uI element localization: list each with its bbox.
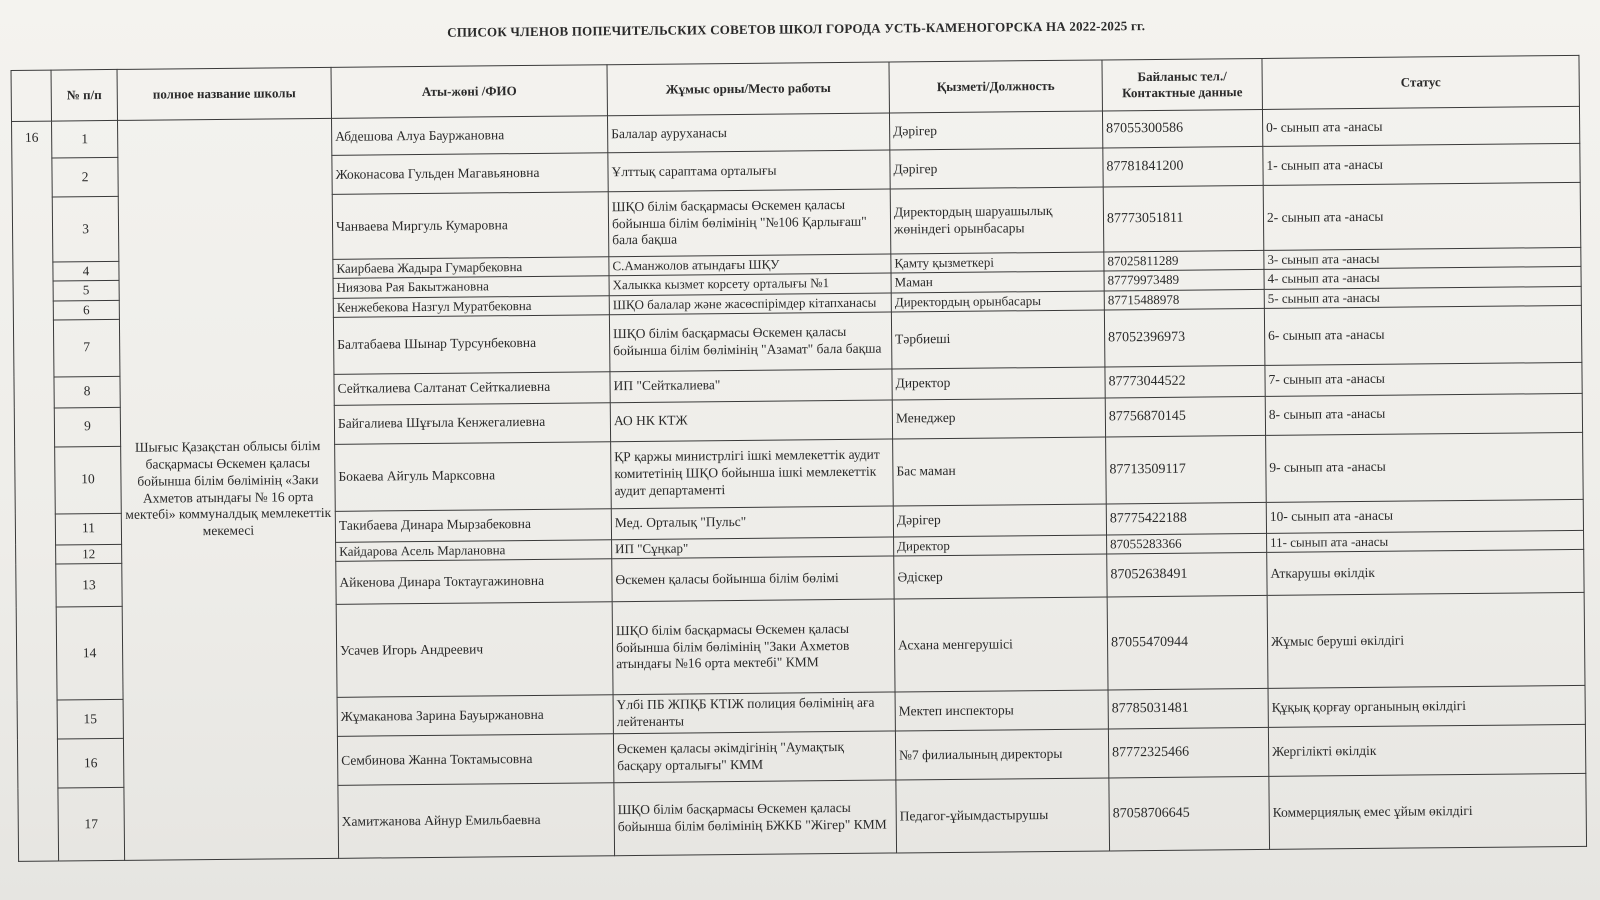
member-workplace: С.Аманжолов атындағы ШҚУ — [609, 254, 891, 276]
member-workplace: ШҚО білім басқармасы Өскемен қаласы бойынша білім бөлімінің "Азамат" бала бақша — [609, 312, 892, 372]
member-status: 5- сынып ата -анасы — [1264, 286, 1581, 308]
row-index: 7 — [53, 319, 120, 377]
member-name: Жоконасова Гульден Магавьяновна — [332, 153, 608, 195]
member-status: Құқық қорғау органының өкілдігі — [1268, 685, 1585, 727]
member-status: 6- сынып ата -анасы — [1264, 305, 1582, 365]
member-name: Ниязова Рая Бакытжановна — [333, 276, 609, 298]
member-status: 4- сынып ата -анасы — [1264, 267, 1581, 289]
school-name-cell: Шығыс Қазақстан облысы білім басқармасы Өскемен қаласы бойынша білім бөлімінің «Заки Ахметов атындағы № 16 орта мектебі» коммуналдық мемлекеттік мекемесі — [118, 118, 339, 860]
member-phone: 87773051811 — [1103, 185, 1264, 252]
member-name: Кенжебекова Назгул Муратбековна — [333, 295, 609, 317]
row-index: 4 — [53, 261, 119, 281]
member-workplace: Халыкка кызмет корсету орталығы №1 — [609, 273, 891, 295]
member-workplace: ИП "Сейткалиева" — [610, 369, 892, 403]
row-index: 1 — [52, 120, 118, 158]
member-phone: 87779973489 — [1104, 270, 1264, 291]
member-name: Байгалиева Шұғыла Кенжегалиевна — [334, 402, 610, 444]
member-position: Дәрігер — [889, 111, 1102, 150]
member-status: 1- сынып ата -анасы — [1263, 143, 1580, 185]
member-status: 10- сынып ата -анасы — [1266, 499, 1583, 533]
member-phone: 87055283366 — [1107, 533, 1267, 554]
member-name: Жұмаканова Зарина Бауыржановна — [337, 695, 613, 737]
member-position: Дәрігер — [890, 148, 1103, 189]
member-status: Аткарушы өкілдік — [1267, 549, 1584, 595]
member-name: Бокаева Айгуль Марксовна — [335, 441, 612, 511]
member-position: Тәрбиеші — [891, 310, 1105, 369]
row-index: 12 — [56, 544, 122, 564]
header-position: Қызметі/Должность — [889, 60, 1102, 113]
member-status: 11- сынып ата -анасы — [1267, 530, 1584, 552]
row-index: 2 — [52, 157, 118, 197]
member-name: Хамитжанова Айнур Емильбаевна — [338, 783, 615, 859]
row-index: 5 — [53, 281, 119, 301]
member-status: Жергілікті өкілдік — [1268, 724, 1585, 776]
member-workplace: ИП "Сұңкар" — [612, 537, 894, 559]
member-workplace: Мед. Орталық "Пульс" — [611, 506, 893, 540]
member-phone: 87025811289 — [1104, 250, 1264, 271]
row-index: 9 — [54, 407, 120, 447]
member-status: 2- сынып ата -анасы — [1263, 182, 1581, 250]
member-phone: 87756870145 — [1105, 396, 1265, 437]
row-index: 6 — [53, 300, 119, 320]
member-name: Сейткалиева Салтанат Сейткалиевна — [334, 371, 610, 405]
member-workplace: ШҚО білім басқармасы Өскемен қаласы бойынша білім бөлімінің "№106 Қарлығаш" бала бақша — [608, 189, 891, 257]
member-status: 0- сынып ата -анасы — [1262, 106, 1579, 146]
member-status: Жұмыс беруші өкілдігі — [1267, 592, 1585, 688]
member-phone: 87715488978 — [1104, 289, 1264, 310]
member-workplace: ҚР қаржы министрлігі ішкі мемлекеттік аудит комитетінің ШҚО бойынша ішкі мемлекеттік аудит департаменті — [611, 439, 894, 509]
member-name: Балтабаева Шынар Турсунбековна — [333, 314, 610, 374]
row-index: 17 — [58, 787, 125, 861]
member-phone: 87775422188 — [1106, 502, 1266, 535]
member-workplace: Өскемен қаласы бойынша білім бөлімі — [612, 556, 894, 602]
member-name: Айкенова Динара Токтаугажиновна — [336, 559, 612, 605]
member-phone: 87785031481 — [1108, 688, 1268, 729]
member-position: Асхана менгерушісі — [894, 597, 1108, 692]
header-contacts: Байланыс тел./Контактные данные — [1102, 58, 1262, 111]
member-workplace: Ұлттық сараптама орталығы — [608, 150, 890, 192]
member-workplace: ШҚО білім басқармасы Өскемен қаласы бойынша білім бөлімінің БЖКБ "Жігер" КММ — [614, 780, 897, 856]
member-phone: 87058706645 — [1109, 776, 1270, 851]
document-sheet — [6, 1, 1594, 892]
row-index: 16 — [57, 738, 123, 788]
member-name: Сембинова Жанна Токтамысовна — [337, 734, 613, 786]
member-name: Каирбаева Жадыра Гумарбековна — [333, 257, 609, 279]
member-name: Кайдарова Асель Марлановна — [336, 539, 612, 561]
members-table — [11, 55, 1588, 862]
member-position: Директордың шаруашылық жөніндегі орынбасары — [890, 187, 1104, 254]
member-status: 9- сынып ата -анасы — [1266, 432, 1584, 502]
member-position: Қамту қызметкері — [891, 252, 1104, 273]
header-status: Статус — [1262, 55, 1579, 109]
member-status: 7- сынып ата -анасы — [1265, 362, 1582, 396]
school-number-cell: 16 — [12, 121, 59, 861]
member-phone: 87772325466 — [1108, 727, 1268, 778]
header-workplace: Жұмыс орны/Место работы — [607, 62, 889, 116]
row-index: 11 — [55, 513, 121, 545]
document-title: СПИСОК ЧЛЕНОВ ПОПЕЧИТЕЛЬСКИХ СОВЕТОВ ШКОЛ ГОРОДА УСТЬ-КАМЕНОГОРСКА НА 2022-2025 гг. — [447, 18, 1146, 40]
member-position: Дәрігер — [893, 504, 1106, 537]
member-phone: 87713509117 — [1106, 435, 1267, 504]
member-workplace: АО НК КТЖ — [610, 400, 892, 442]
member-phone: 87781841200 — [1103, 146, 1263, 187]
header-school-number — [11, 70, 51, 121]
member-position: №7 филиалының директоры — [895, 729, 1108, 780]
member-position: Маман — [891, 271, 1104, 292]
member-phone: 87055300586 — [1102, 109, 1262, 148]
header-index: № п/п — [51, 69, 117, 121]
member-position: Бас маман — [893, 437, 1107, 506]
member-workplace: Өскемен қаласы әкімдігінің "Аумақтық басқару орталығы" КММ — [613, 731, 895, 783]
row-index: 14 — [56, 606, 123, 700]
member-workplace: ШҚО білім басқармасы Өскемен қаласы бойынша білім бөлімінің "Заки Ахметов атындағы №16 орта мектебі" КММ — [612, 599, 895, 695]
row-index: 13 — [56, 563, 122, 607]
member-name: Абдешова Алуа Бауржановна — [331, 116, 607, 156]
member-position: Мектеп инспекторы — [895, 690, 1108, 731]
member-position: Директор — [894, 535, 1107, 556]
row-index: 10 — [55, 446, 122, 514]
member-status: Коммерциялық емес ұйым өкілдігі — [1269, 773, 1587, 849]
member-name: Такибаева Динара Мырзабековна — [335, 508, 611, 542]
member-position: Директордың орынбасары — [891, 290, 1104, 311]
header-full-name: Аты-жөні /ФИО — [331, 65, 607, 119]
member-workplace: Балалар ауруханасы — [607, 113, 889, 153]
row-index: 8 — [54, 376, 120, 408]
member-phone: 87052396973 — [1104, 308, 1265, 367]
member-name: Усачев Игорь Андреевич — [336, 602, 613, 698]
member-phone: 87055470944 — [1107, 595, 1268, 690]
member-status: 8- сынып ата -анасы — [1265, 393, 1582, 435]
member-position: Менеджер — [892, 398, 1105, 439]
header-school-name: полное название школы — [117, 67, 331, 120]
row-index: 15 — [57, 699, 123, 739]
member-position: Директор — [892, 367, 1105, 400]
member-status: 3- сынып ата -анасы — [1264, 247, 1581, 269]
member-position: Педагог-ұйымдастырушы — [896, 778, 1110, 853]
member-position: Әдіскер — [894, 554, 1107, 599]
member-name: Чанваева Миргуль Кумаровна — [332, 192, 609, 260]
member-workplace: Үлбі ПБ ЖПҚБ КТІЖ полиция бөлімінің аға лейтенанты — [613, 692, 895, 734]
member-phone: 87052638491 — [1107, 552, 1267, 597]
member-workplace: ШҚО балалар және жасөспірімдер кітапханасы — [609, 293, 891, 315]
row-index: 3 — [52, 196, 119, 262]
member-phone: 87773044522 — [1105, 365, 1265, 398]
